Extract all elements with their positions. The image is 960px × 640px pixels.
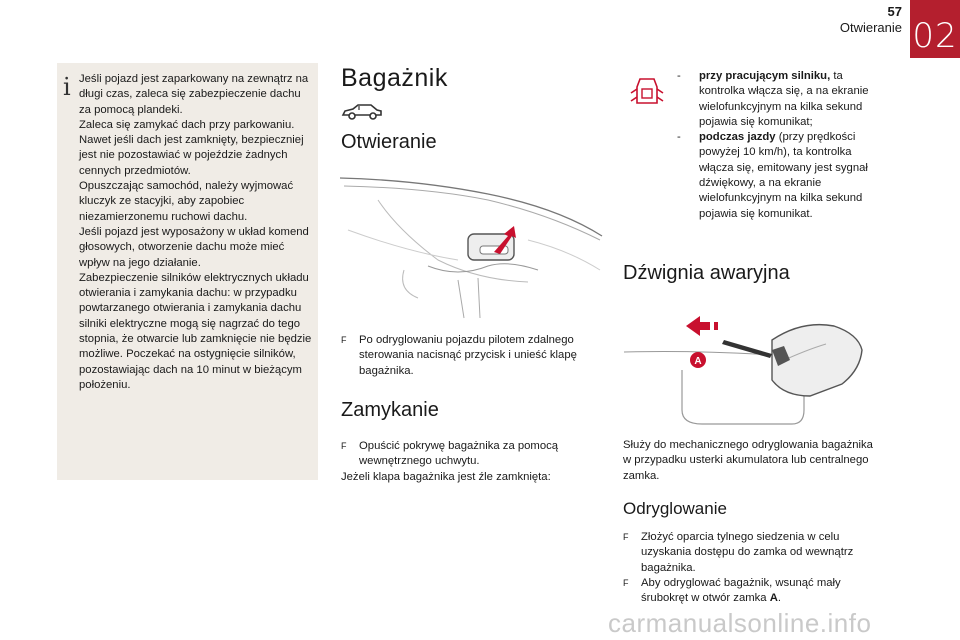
- page-number: 57: [887, 4, 902, 19]
- open-doors-warning-icon: [630, 75, 664, 109]
- page-title: Bagażnik: [341, 64, 448, 92]
- chapter-tab: 02: [910, 0, 960, 58]
- close-note: Jeżeli klapa bagażnika jest źle zamknięta:: [341, 471, 551, 483]
- unlock-step-text: Złożyć oparcia tylnego siedzenia w celu uzyskania dostępu do zamka od wewnątrz bagażnika.: [641, 531, 854, 574]
- section-heading-unlock: Odryglowanie: [623, 499, 727, 518]
- bullet-icon: F: [623, 532, 629, 542]
- warning-item-engine: [677, 69, 887, 130]
- warning-item-rest: ta kontrolka włącza się, a na ekranie wielofunkcyjnym na kilka sekund pojawia się komunikat;: [699, 70, 869, 128]
- section-name: Otwieranie: [839, 20, 902, 35]
- dash-marker: -: [677, 131, 681, 144]
- warning-item-bold: podczas jazdy: [699, 131, 776, 144]
- unlock-step-1: [623, 530, 873, 576]
- unlock-step-text: [641, 576, 873, 607]
- dash-marker: -: [677, 70, 681, 82]
- watermark: carmanualsonline.info: [608, 608, 872, 638]
- unlock-step-bold: A: [769, 592, 778, 605]
- warning-item-text: [699, 69, 887, 130]
- unlock-step-suffix: .: [777, 592, 782, 605]
- car-side-icon: [341, 101, 383, 121]
- close-instruction: [341, 439, 591, 470]
- open-instruction: [341, 333, 591, 379]
- unlock-step-prefix: Aby odryglować bagażnik, wsunąć mały śrubokręt w otwór zamka: [641, 577, 841, 605]
- section-heading-close: Zamykanie: [341, 399, 439, 421]
- close-instruction-text: Opuścić pokrywę bagażnika za pomocą wewnętrznego uchwytu.: [359, 440, 559, 468]
- info-text: Jeśli pojazd jest zaparkowany na zewnątrz na długi czas, zaleca się zabezpieczenie dachu za pomocą plandeki. Zaleca się zamykać dach przy parkowaniu. Nawet jeśli dach jest zamknięty, bezpieczniej jest nie pozostawiać w pojeździe żadnych cennych przedmiotów. Opuszczając samochód, należy wyjmować kluczyk ze stacyjki, aby zapobiec niezamierzonemu ruchowi dachu. Jeśli pojazd jest wyposażony w układ komend głosowych, otworzenie dachu może mieć wpływ na jego działanie. Zabezpieczenie silników elektrycznych układu otwierania i zamykania dachu: w przypadku powtarzanego otwierania i zamykania dachu silniki elektryczne mogą się nagrzać do tego stopnia, że otwarcie lub zamknięcie nie będzie możliwe. Poczekać na ostygnięcie silników, pozostawiając dach na 10 minut w bieżącym położeniu.: [79, 73, 312, 391]
- lever-description: Służy do mechanicznego odryglowania bagażnika w przypadku usterki akumulatora lub centralnego zamka.: [623, 439, 873, 482]
- bullet-icon: F: [341, 441, 347, 451]
- left-arrow-icon: [686, 316, 718, 336]
- bullet-icon: F: [623, 578, 629, 588]
- warning-item-bold: przy pracującym silniku,: [699, 70, 831, 82]
- unlock-step-2: [623, 576, 873, 607]
- info-icon: i: [63, 73, 71, 101]
- open-instruction-text: Po odryglowaniu pojazdu pilotem zdalnego sterowania nacisnąć przycisk i unieść klapę bagażnika.: [359, 334, 577, 377]
- emergency-lever-illustration: [622, 300, 884, 430]
- lock-label-a: A: [694, 356, 702, 367]
- warning-item-driving: [677, 130, 887, 222]
- trunk-button-illustration: [338, 170, 604, 320]
- bullet-icon: F: [341, 335, 347, 345]
- section-heading-open: Otwieranie: [341, 131, 437, 153]
- section-heading-lever: Dźwignia awaryjna: [623, 262, 790, 284]
- warning-item-text: [699, 130, 887, 222]
- warning-list: [677, 69, 887, 222]
- warning-item-rest: (przy prędkości powyżej 10 km/h), ta kontrolka włącza się, emitowany jest sygnał dźwiękowy, a na ekranie wielofunkcyjnym na kilka sekund pojawia się komunikat.: [699, 131, 868, 220]
